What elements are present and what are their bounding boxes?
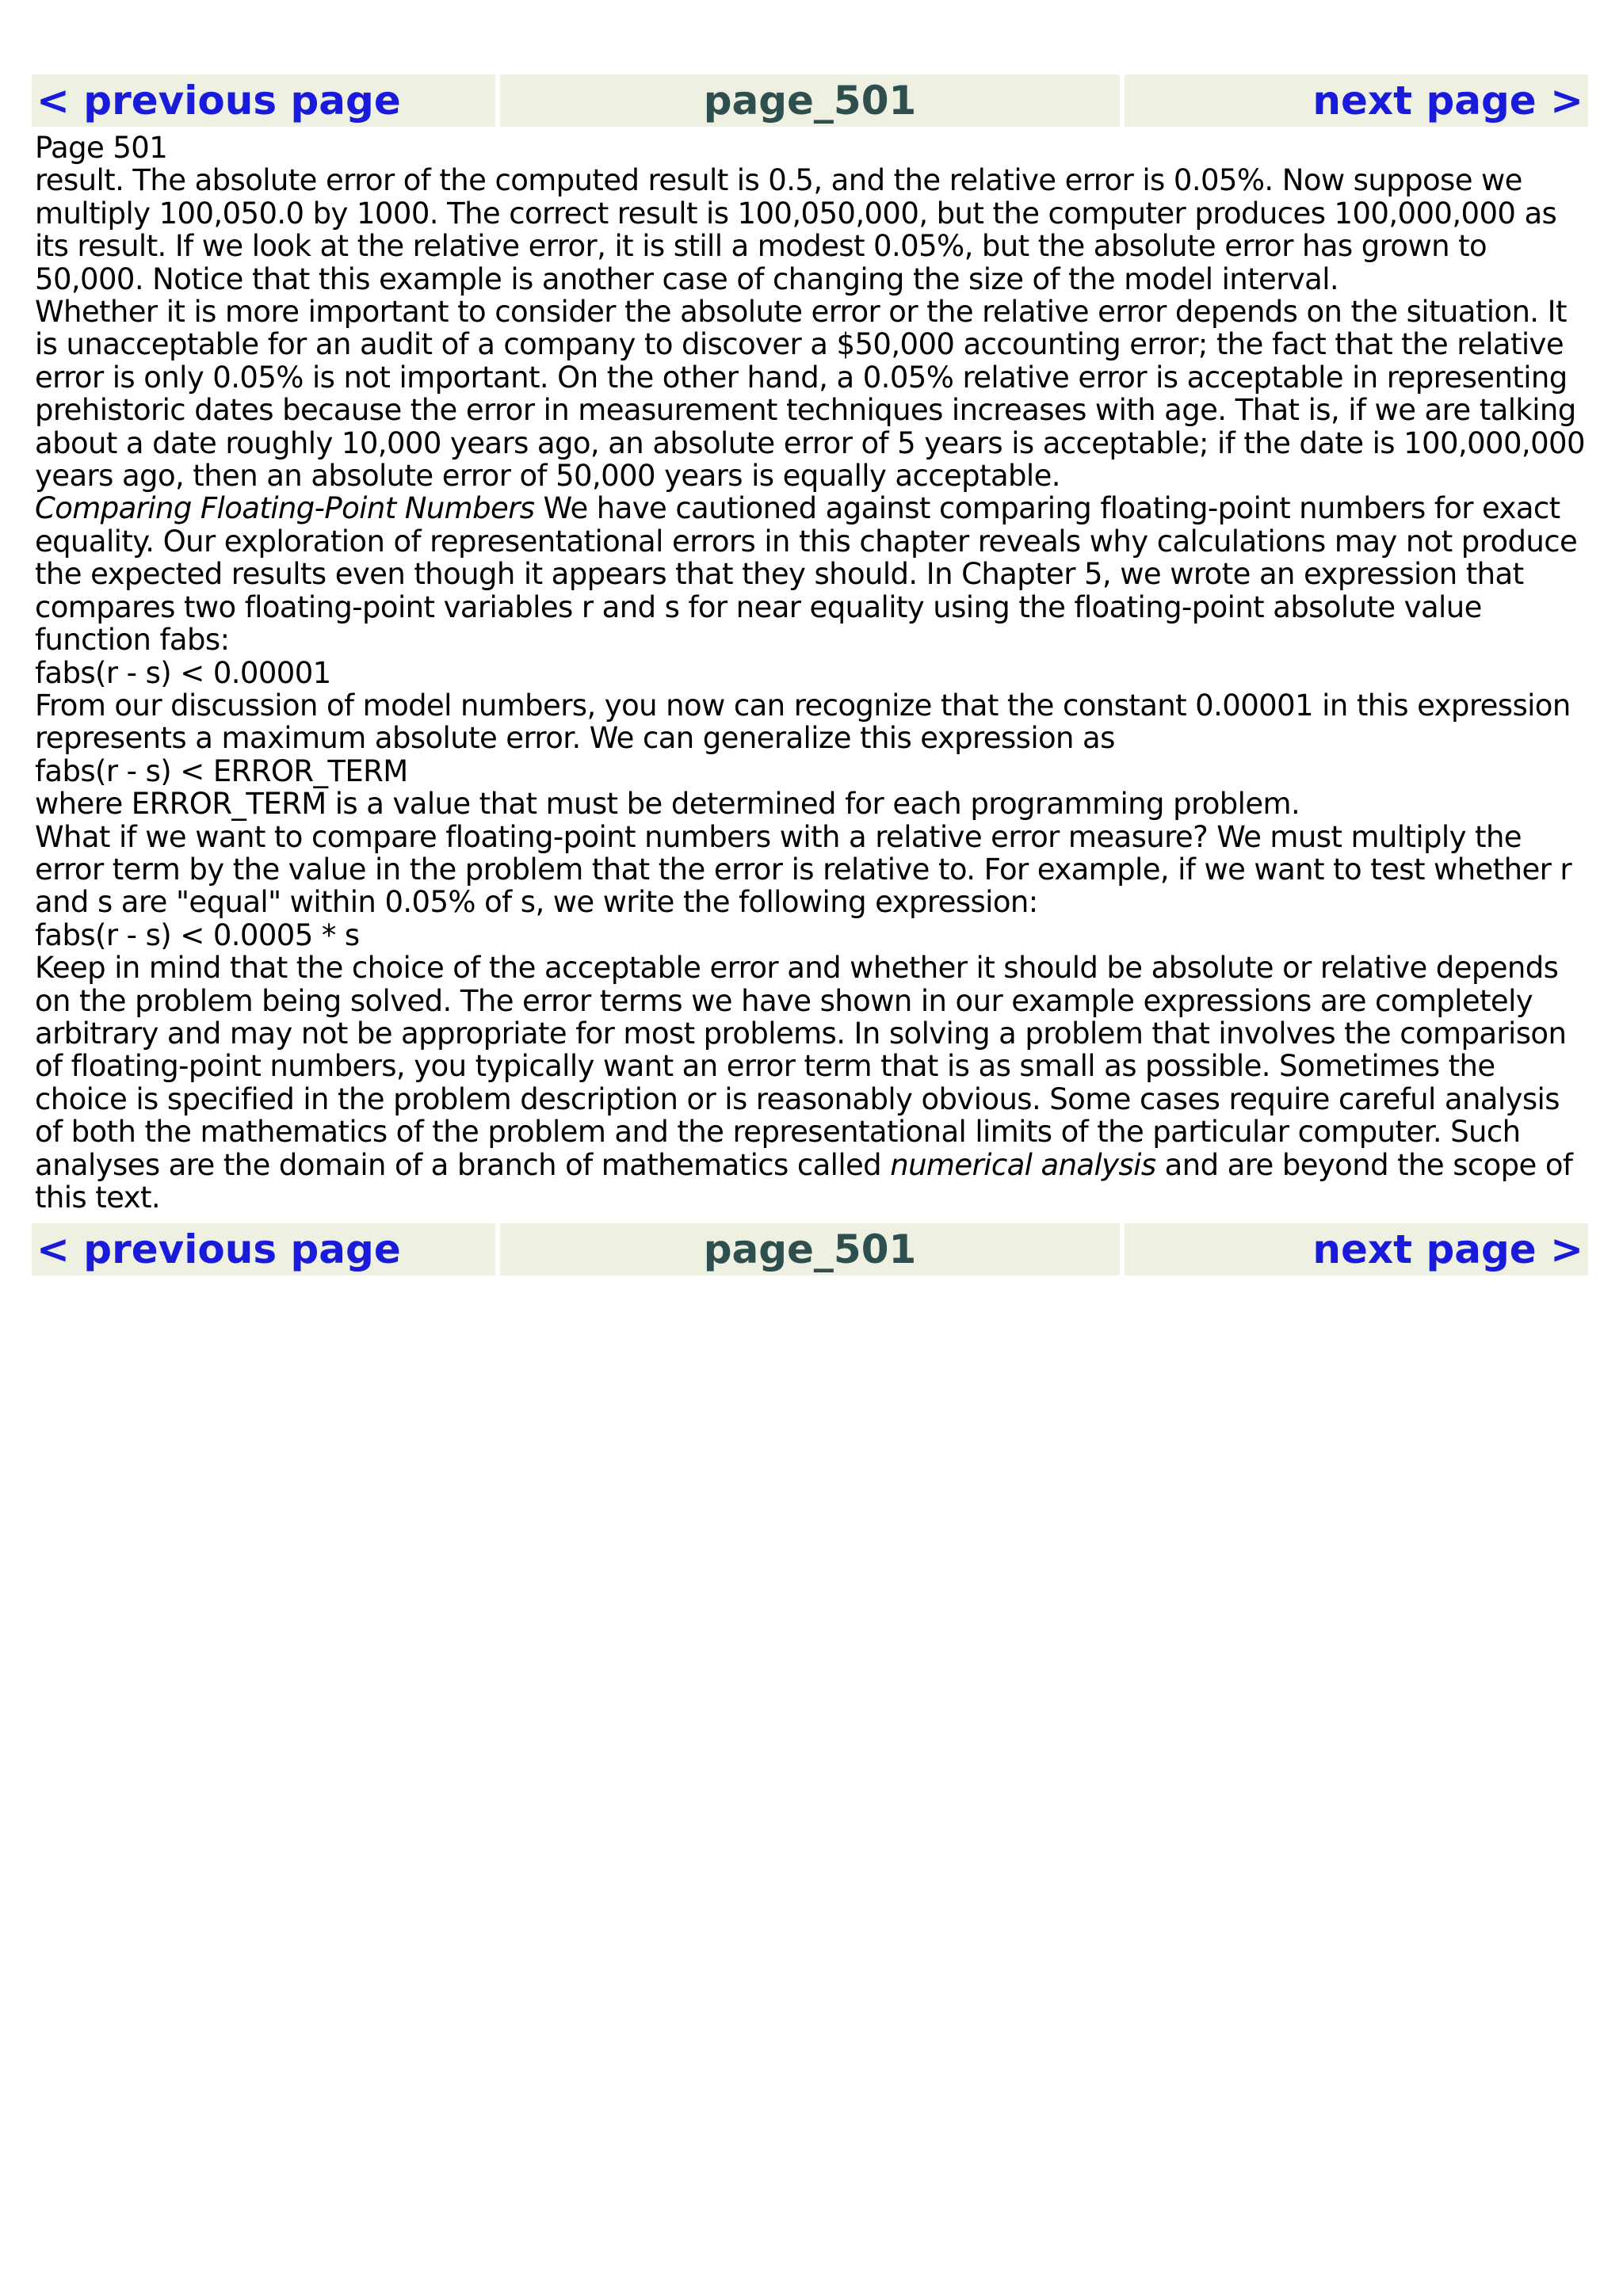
section-heading: Comparing Floating-Point Numbers bbox=[35, 491, 535, 526]
paragraph-text: Keep in mind that the choice of the acceptable error and whether it should be absolute or relative depends on the problem being solved. The error terms we have shown in our example expressions are completely arbitrary and may not be appropriate for most problems. In solving a problem that involves the comparison of floating-point numbers, you typically want an error term that is as small as possible. Sometimes the choice is specified in the problem description or is reasonably obvious. Some cases require careful analysis of both the mathematics of the problem and the representational limits of the particular computer. Such analyses are the domain of a branch of mathematics called bbox=[35, 951, 1567, 1182]
paragraph: result. The absolute error of the computed result is 0.5, and the relative error is 0.05%. Now suppose we multiply 100,050.0 by 1000. The correct result is 100,050,000, but the computer produces 100,000,000 as its result. If we look at the relative error, it is still a modest 0.05%, but the absolute error has grown to 50,000. Notice that this example is another case of changing the size of the model interval. bbox=[35, 163, 1557, 296]
page-indicator: page_501 bbox=[500, 1223, 1120, 1276]
bottom-navigation-bar bbox=[32, 1223, 1593, 1276]
code-expression: fabs(r - s) < 0.00001 bbox=[35, 655, 331, 690]
code-expression: fabs(r - s) < ERROR_TERM bbox=[35, 753, 408, 788]
paragraph: From our discussion of model numbers, you now can recognize that the constant 0.00001 in this expression represents a maximum absolute error. We can generalize this expression as bbox=[35, 688, 1571, 756]
paragraph-text: and are beyond the scope of this text. bbox=[35, 1147, 1573, 1215]
paragraph: where ERROR_TERM is a value that must be determined for each programming problem. bbox=[35, 787, 1300, 822]
previous-page-link[interactable]: < previous page bbox=[32, 74, 495, 127]
paragraph: What if we want to compare floating-point numbers with a relative error measure? We must multiply the error term by the value in the problem that the error is relative to. For example, if we want to test whether r and s are "equal" within 0.05% of s, we write the following expression: bbox=[35, 819, 1571, 920]
next-page-link[interactable]: next page > bbox=[1125, 74, 1588, 127]
paragraph-text: We have cautioned against comparing floating-point numbers for exact equality. Our exploration of representational errors in this chapter reveals why calculations may not produce the expected results even though it appears that they should. In Chapter 5, we wrote an expression that compares two floating-point variables r and s for near equality using the floating-point absolute value function fabs: bbox=[35, 491, 1578, 658]
paragraph bbox=[35, 492, 1593, 656]
emphasized-term: numerical analysis bbox=[890, 1147, 1156, 1182]
paragraph: Whether it is more important to consider the absolute error or the relative error depends on the situation. It is unacceptable for an audit of a company to discover a $50,000 accounting error; the fact that the relative error is only 0.05% is not important. On the other hand, a 0.05% relative error is acceptable in representing prehistoric dates because the error in measurement techniques increases with age. That is, if we are talking about a date roughly 10,000 years ago, an absolute error of 5 years is acceptable; if the date is 100,000,000 years ago, then an absolute error of 50,000 years is equally acceptable. bbox=[35, 295, 1585, 494]
top-navigation-bar bbox=[32, 74, 1593, 127]
previous-page-link[interactable]: < previous page bbox=[32, 1223, 495, 1276]
page-content bbox=[35, 132, 1593, 1214]
paragraph bbox=[35, 952, 1593, 1214]
page-indicator: page_501 bbox=[500, 74, 1120, 127]
page-heading: Page 501 bbox=[35, 131, 168, 165]
next-page-link[interactable]: next page > bbox=[1125, 1223, 1588, 1276]
code-expression: fabs(r - s) < 0.0005 * s bbox=[35, 917, 360, 952]
